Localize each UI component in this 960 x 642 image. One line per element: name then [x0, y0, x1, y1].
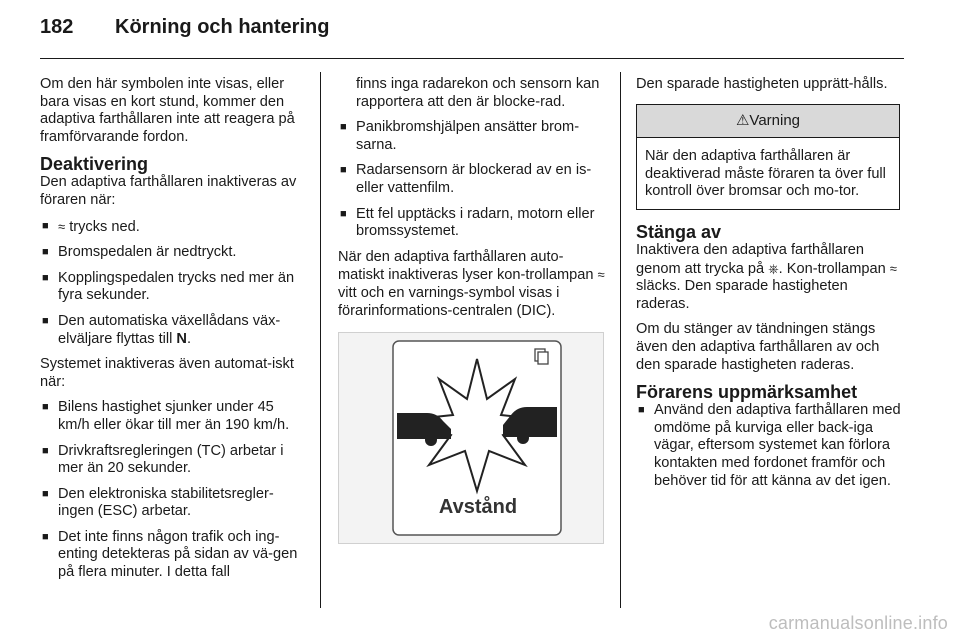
list-item: ■ Den elektroniska stabilitetsregler-ingen (ESC) arbetar. — [40, 486, 306, 521]
distance-warning-illustration — [338, 332, 604, 544]
page-header — [40, 16, 329, 39]
column-divider — [620, 72, 621, 608]
cruise-control-lamp-icon: ≈ — [597, 267, 605, 283]
list-item: ■ Panikbromshjälpen ansätter brom-sarna. — [338, 119, 606, 154]
warning-triangle-icon: ⚠ — [735, 111, 750, 129]
watermark: carmanualsonline.info — [768, 613, 948, 633]
cancel-symbol-icon: ≈ — [58, 218, 66, 234]
list-item: ■ Använd den adaptiva farthållaren med omdöme på kurviga eller back-iga vägar, eftersom systemet kan förlora kontakten med fordonet framför och behöver tid för att känna av det igen. — [636, 402, 904, 490]
column-1 — [40, 76, 306, 590]
intro-paragraph: Om den här symbolen inte visas, eller bara visas en kort stund, kommer den adaptiva farthållaren inte att reagera på framförvarande fordon. — [40, 76, 295, 145]
column-divider — [320, 72, 321, 608]
warning-header — [637, 105, 899, 139]
list-item: ■ Det inte finns någon trafik och ing-enting detekteras på sidan av vä-gen på flera minuter. I detta fall — [40, 529, 306, 582]
ignition-paragraph: Om du stänger av tändningen stängs även den adaptiva farthållaren av och den sparade hastigheten raderas. — [636, 321, 880, 373]
fault-list — [338, 119, 606, 241]
warning-title: Varning — [749, 111, 801, 129]
gear-letter: N — [176, 330, 187, 347]
auto-deactivation-list — [40, 399, 306, 581]
list-item: ■ ≈ trycks ned. — [40, 218, 306, 237]
list-item: ■ Radarsensorn är blockerad av en is- eller vattenfilm. — [338, 162, 606, 197]
collision-warning-icon — [339, 333, 603, 543]
auto-deactivation-intro: Systemet inaktiveras även automat-iskt när: — [40, 356, 294, 390]
list-item: ■ Bromspedalen är nedtryckt. — [40, 244, 306, 262]
chapter-title: Körning och hantering — [115, 16, 330, 38]
column-2 — [338, 76, 606, 544]
list-item: ■ Drivkraftsregleringen (TC) arbetar i mer än 20 sekunder. — [40, 443, 306, 478]
attention-heading: Förarens uppmärksamhet — [636, 382, 858, 403]
figure-label: Avstånd — [438, 496, 518, 519]
deactivation-list — [40, 218, 306, 349]
deactivation-heading: Deaktivering — [40, 154, 149, 175]
list-item: ■ Ett fel upptäcks i radarn, motorn eller bromssystemet. — [338, 206, 606, 241]
cruise-button-icon: ⎈ — [768, 260, 779, 276]
header-rule — [40, 58, 904, 59]
switch-off-paragraph: Inaktivera den adaptiva farthållaren genom att trycka på ⎈. Kon-trollampan ≈ släcks. Den sparade hastigheten raderas. — [636, 241, 897, 312]
list-item: ■ Kopplingspedalen trycks ned mer än fyra sekunder. — [40, 270, 306, 305]
list-item: ■ Bilens hastighet sjunker under 45 km/h eller ökar till mer än 190 km/h. — [40, 399, 306, 434]
switch-off-heading: Stänga av — [636, 221, 722, 242]
auto-off-paragraph: När den adaptiva farthållaren auto-matiskt inaktiveras lyser kon-trollampan ≈ vitt och en varnings-symbol visas i förarinformations-centralen (DIC). — [338, 248, 605, 319]
warning-text: När den adaptiva farthållaren är deaktiverad måste föraren ta över full kontroll över bromsar och mo-tor. — [645, 148, 886, 200]
deactivation-intro: Den adaptiva farthållaren inaktiveras av föraren när: — [40, 174, 297, 208]
page-number: 182 — [40, 16, 74, 38]
speed-kept-text: Den sparade hastigheten upprätt-hålls. — [636, 76, 888, 92]
warning-box — [636, 104, 900, 210]
list-item: ■ Den automatiska växellådans väx-elväljare flyttas till N. — [40, 313, 306, 348]
column-3 — [636, 76, 904, 498]
cruise-control-lamp-icon: ≈ — [889, 260, 897, 276]
continuation-text: finns inga radarekon och sensorn kan rapportera att den är blocke-rad. — [356, 76, 600, 110]
attention-list — [636, 402, 904, 490]
